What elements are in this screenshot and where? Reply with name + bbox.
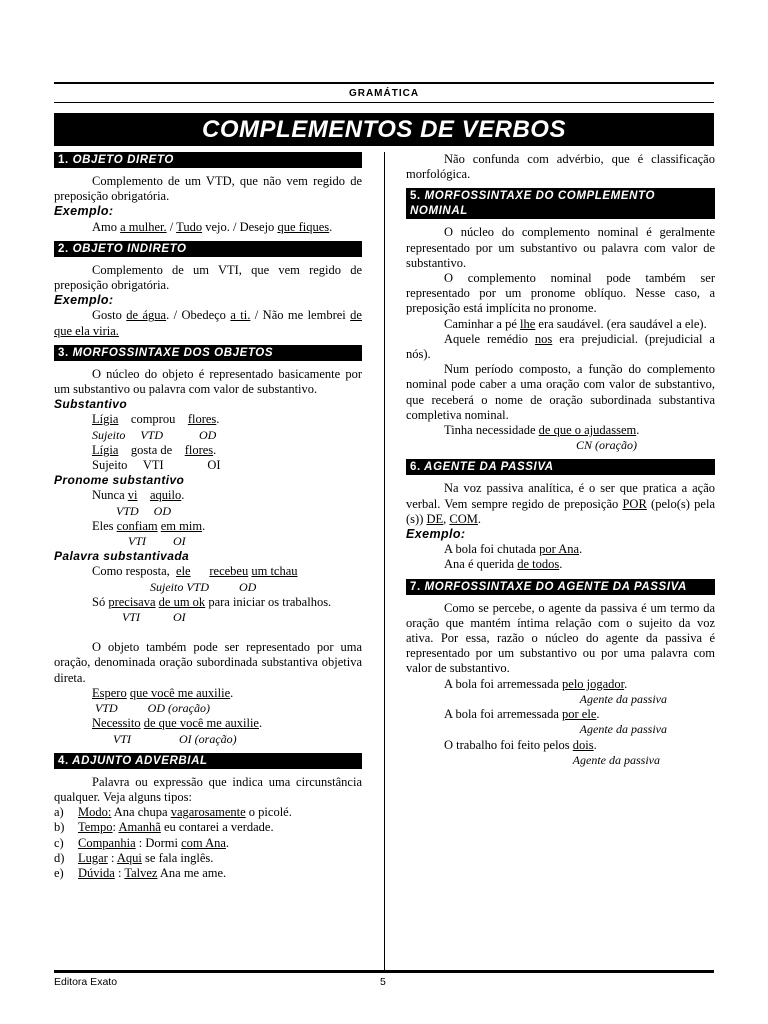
column-divider — [384, 152, 385, 970]
header-rule-top — [54, 82, 714, 84]
paragraph: Caminhar a pé lhe era saudável. (era saudável a ele). — [444, 316, 707, 331]
paragraph: Complemento de um VTI, que vem regido de preposição obrigatória. — [54, 262, 362, 293]
paragraph: Complemento de um VTD, que não vem regido de preposição obrigatória. — [54, 174, 362, 204]
publisher-name: Editora Exato — [54, 976, 118, 988]
syntax-label: Agente da passiva — [579, 691, 667, 706]
list-item: b) Tempo: Amanhã eu contarei a verdade. — [54, 820, 274, 835]
list-item: d) Lugar : Aqui se fala inglês. — [54, 850, 214, 865]
syntax-label: VTD OD — [92, 503, 172, 518]
subheading-pronome-substantivo: Pronome substantivo — [54, 473, 185, 488]
example-line: O trabalho foi feito pelos dois. — [444, 737, 597, 752]
syntax-label: VTI OI — [92, 610, 186, 625]
example-label: Exemplo: — [406, 527, 466, 542]
page-title: COMPLEMENTOS DE VERBOS — [54, 113, 714, 146]
right-column — [406, 152, 715, 768]
example-line: Necessito de que você me auxilie. — [92, 716, 263, 731]
example-line: Ana é querida de todos. — [444, 557, 563, 572]
paragraph: O núcleo do complemento nominal é geralmente representado por um substantivo ou palavra com valor de substantivo. — [406, 225, 715, 270]
syntax-label: Agente da passiva — [579, 722, 667, 737]
subheading-palavra-substantivada: Palavra substantivada — [54, 549, 190, 564]
paragraph: Num período composto, a função do complemento nominal pode caber a uma oração com valor de substantivo, que receberá o nome de oração subordinada substantiva completiva nominal. — [406, 362, 715, 422]
example-line: A bola foi arremessada por ele. — [444, 707, 600, 722]
section-heading-agente-passiva: 6. AGENTE DA PASSIVA — [406, 459, 715, 475]
example-line: Amo a mulher. / Tudo vejo. / Desejo que fiques. — [92, 219, 333, 234]
adverbial-list — [54, 805, 362, 881]
example-line: Só precisava de um ok para iniciar os trabalhos. — [92, 594, 332, 609]
paragraph: Palavra ou expressão que indica uma circunstância qualquer. Veja alguns tipos: — [54, 774, 362, 804]
example-label: Exemplo: — [54, 204, 114, 219]
footer-rule — [54, 970, 714, 973]
syntax-label: Sujeito VTD OD — [54, 579, 257, 594]
list-item: a) Modo: Ana chupa vagarosamente o picolé. — [54, 805, 292, 820]
section-heading-objeto-indireto: 2. OBJETO INDIRETO — [54, 241, 362, 257]
syntax-label: Agente da passiva — [572, 752, 660, 767]
subheading-substantivo: Substantivo — [54, 397, 128, 412]
example-line: Gosto de água. / Obedeço a ti. / Não me lembrei de que ela viria. — [54, 308, 362, 338]
section-heading-adjunto-adverbial: 4. ADJUNTO ADVERBIAL — [54, 753, 362, 769]
syntax-label: VTI OI (oração) — [92, 731, 237, 746]
example-line: Lígia gosta de flores. — [92, 442, 217, 457]
syntax-label: Sujeito VTD OD — [92, 427, 217, 442]
example-line: Lígia comprou flores. — [92, 412, 220, 427]
header-rule-bottom — [54, 102, 714, 103]
example-line: A bola foi arremessada pelo jogador. — [444, 676, 628, 691]
paragraph: Na voz passiva analítica, é o ser que pratica a ação verbal. Vem sempre regido de preposição POR (pelo(s) pela (s)) DE, COM. — [406, 481, 715, 526]
example-line: A bola foi chutada por Ana. — [444, 542, 583, 557]
syntax-label: VTD OD (oração) — [92, 701, 210, 716]
section-heading-complemento-nominal: 5. MORFOSSINTAXE DO COMPLEMENTO NOMINAL — [406, 188, 715, 219]
example-line: Tinha necessidade de que o ajudassem. — [444, 423, 640, 438]
example-line: Como resposta, ele recebeu um tchau — [92, 564, 298, 579]
list-item: e) Dúvida : Talvez Ana me ame. — [54, 865, 227, 880]
page-number: 5 — [380, 976, 386, 988]
left-column — [54, 152, 362, 881]
example-line: Eles confiam em mim. — [92, 518, 206, 533]
section-heading-morfossintaxe-agente: 7. MORFOSSINTAXE DO AGENTE DA PASSIVA — [406, 579, 715, 595]
syntax-label: Sujeito VTI OI — [92, 458, 221, 473]
paragraph: O complemento nominal pode também ser representado por um pronome oblíquo. Nesse caso, a preposição está implícita no pronome. — [406, 271, 715, 316]
paragraph: Aquele remédio nos era prejudicial. (prejudicial a nós). — [406, 331, 715, 362]
example-line: Nunca vi aquilo. — [92, 488, 185, 503]
paragraph: O núcleo do objeto é representado basicamente por um substantivo ou palavra com valor de substantivo. — [54, 366, 362, 397]
syntax-label: VTI OI — [92, 534, 186, 549]
paragraph: O objeto também pode ser representado por uma oração, denominada oração subordinada substantiva objetiva direta. — [54, 640, 362, 685]
section-heading-objeto-direto: 1. OBJETO DIRETO — [54, 152, 362, 168]
section-heading-morfossintaxe-objetos: 3. MORFOSSINTAXE DOS OBJETOS — [54, 345, 362, 361]
section-label: GRAMÁTICA — [348, 88, 420, 99]
syntax-label: CN (oração) — [576, 438, 637, 453]
paragraph: Como se percebe, o agente da passiva é um termo da oração que mantém íntima relação com o sujeito da voz ativa. Por essa, razão o núcleo do agente da passiva é representado por um substantivo ou por uma palavra com valor de substantivo. — [406, 600, 715, 676]
list-item: c) Companhia : Dormi com Ana. — [54, 835, 230, 850]
paragraph: Não confunda com advérbio, que é classificação morfológica. — [406, 152, 715, 182]
example-line: Espero que você me auxilie. — [92, 685, 234, 700]
example-label: Exemplo: — [54, 293, 114, 308]
